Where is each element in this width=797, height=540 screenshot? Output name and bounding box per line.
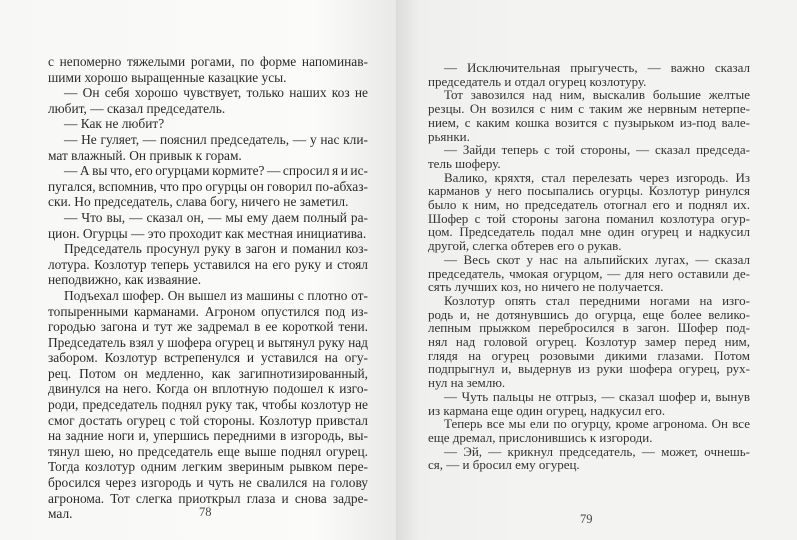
text-line: Шофер с той стороны загона поманил козлотура огур-	[428, 210, 750, 226]
text-line: тянул шею, но председатель еще выше поднял огурец.	[48, 443, 368, 459]
text-line: — Не гуляет, — пояснил председатель, — у нас кли-	[64, 131, 368, 147]
text-line: Председатель просунул руку в загон и поманил коз-	[64, 241, 368, 257]
page-number-left: 78	[199, 505, 212, 519]
text-line: — А вы что, его огурцами кормите? — спросил я и ис-	[64, 163, 368, 179]
text-line: глядя на огурец розовыми дикими глазами. Потом	[428, 347, 750, 363]
text-line: Валико, кряхтя, стал перелезать через изгородь. Из	[444, 169, 750, 185]
left-page-text	[48, 54, 368, 522]
text-line: — Что вы, — сказал он, — мы ему даем полный ра-	[64, 209, 368, 225]
text-line: нием, с каким кошка возится с пузырьком из-под вале-	[428, 114, 750, 130]
text-line: роди, председатель поднял руку так, чтобы козлотур не	[48, 397, 368, 413]
text-line: бросился через изгородь и чуть не свалился на голову	[48, 475, 368, 491]
text-line: нял над головой огурец. Козлотур замер перед ним,	[428, 334, 750, 350]
text-line: топыренными карманами. Агроном опустился под из-	[48, 303, 368, 319]
text-line: — Он себя хорошо чувствует, только наших коз не	[64, 85, 368, 101]
text-line: шими хорошо выращенные казацкие усы.	[48, 69, 287, 85]
text-line: пугался, вспомнив, что про огурцы он говорил по-абхаз-	[48, 178, 368, 194]
text-line: ся, — и бросил ему огурец.	[428, 457, 580, 473]
text-line: Председатель взял у шофера огурец и вытянул руку над	[48, 334, 368, 350]
text-line: — Чуть пальцы не отгрыз, — сказал шофер и, вынув	[444, 388, 750, 404]
text-line: — Как не любит?	[64, 116, 165, 132]
text-line: нул на землю.	[428, 375, 506, 391]
text-line: с непомерно тяжелыми рогами, по форме напоминав-	[48, 54, 368, 69]
text-line: лотура. Козлотур теперь уставился на его руку и стоял	[48, 256, 368, 272]
text-line: — Весь скот у нас на альпийских лугах, — сказал	[444, 251, 750, 267]
text-line: тель шоферу.	[428, 155, 501, 171]
text-line: рьянки.	[428, 128, 470, 144]
text-line: мат влажный. Он привык к горам.	[48, 147, 242, 163]
text-line: из кармана еще один огурец, надкусил его.	[428, 402, 666, 418]
text-line: мал.	[48, 506, 73, 522]
text-line: двинулся на него. Когда он вплотную подошел к изго-	[48, 381, 368, 397]
text-line: неподвижно, как изваяние.	[48, 272, 202, 288]
text-line: цом. Председатель подал мне один огурец и надкусил	[428, 224, 750, 240]
text-line: Подъехал шофер. Он вышел из машины с плотно от-	[64, 287, 368, 303]
text-line: — Эй, — крикнул председатель, — может, очнешь-	[444, 443, 750, 459]
text-line: — Исключительная прыгучесть, — важно сказал	[444, 60, 750, 75]
text-line: — Зайди теперь с той стороны, — сказал председа-	[444, 142, 750, 158]
text-line: ски. Но председатель, слава богу, ничего не заметил.	[48, 194, 349, 210]
text-line: смог достать огурец с той стороны. Козлотур привстал	[48, 412, 368, 428]
text-line: родь и, не дотянувшись до огурца, еще более велико-	[428, 306, 750, 322]
text-line: городью загона и тут же задремал в ее короткой тени.	[48, 319, 368, 335]
text-line: сять лучших коз, но ничего не получается.	[428, 279, 664, 295]
text-line: любит, — сказал председатель.	[48, 100, 226, 116]
text-line: подпрыгнул и, выдернув из руки шофера огурец, рух-	[428, 361, 750, 377]
text-line: Козлотур опять стал передними ногами на изго-	[444, 292, 750, 308]
text-line: было к ним, но председатель отогнал его и поднял их.	[428, 197, 750, 213]
text-line: на задние ноги и, упершись передними в изгородь, вы-	[48, 428, 368, 444]
text-line: Тот завозился над ним, выскалив большие желтые	[444, 87, 750, 103]
text-line: Теперь все мы ели по огурцу, кроме агронома. Он все	[444, 416, 750, 432]
text-line: цион. Огурцы — это проходит как местная инициатива.	[48, 225, 367, 241]
text-line: лепным прыжком перебросился в загон. Шофер под-	[428, 320, 750, 336]
text-line: председатель и отдал огурец козлотуру.	[428, 73, 647, 89]
text-line: агронома. Тот слегка приоткрыл глаза и снова задре-	[48, 490, 368, 506]
text-line: другой, слегка обтерев его о рукав.	[428, 238, 622, 254]
text-line: рец. Потом он медленно, как загипнотизированный,	[48, 365, 368, 381]
text-line: резцы. Он возился с ним с таким же нервным нетерпе-	[428, 101, 750, 117]
text-line: Тогда козлотур одним легким звериным рывком пере-	[48, 459, 368, 475]
text-line: председатель, чмокая огурцом, — для него оставили де-	[428, 265, 750, 281]
right-page	[396, 0, 797, 540]
text-line: карманов у него посыпались огурцы. Козлотур ринулся	[428, 183, 750, 199]
page-number-right: 79	[580, 512, 593, 526]
right-page-text	[428, 61, 750, 472]
text-line: забором. Козлотур встрепенулся и уставился на огу-	[48, 350, 368, 366]
text-line: еще дремал, прислонившись к изгороди.	[428, 429, 653, 445]
left-page	[0, 0, 396, 540]
